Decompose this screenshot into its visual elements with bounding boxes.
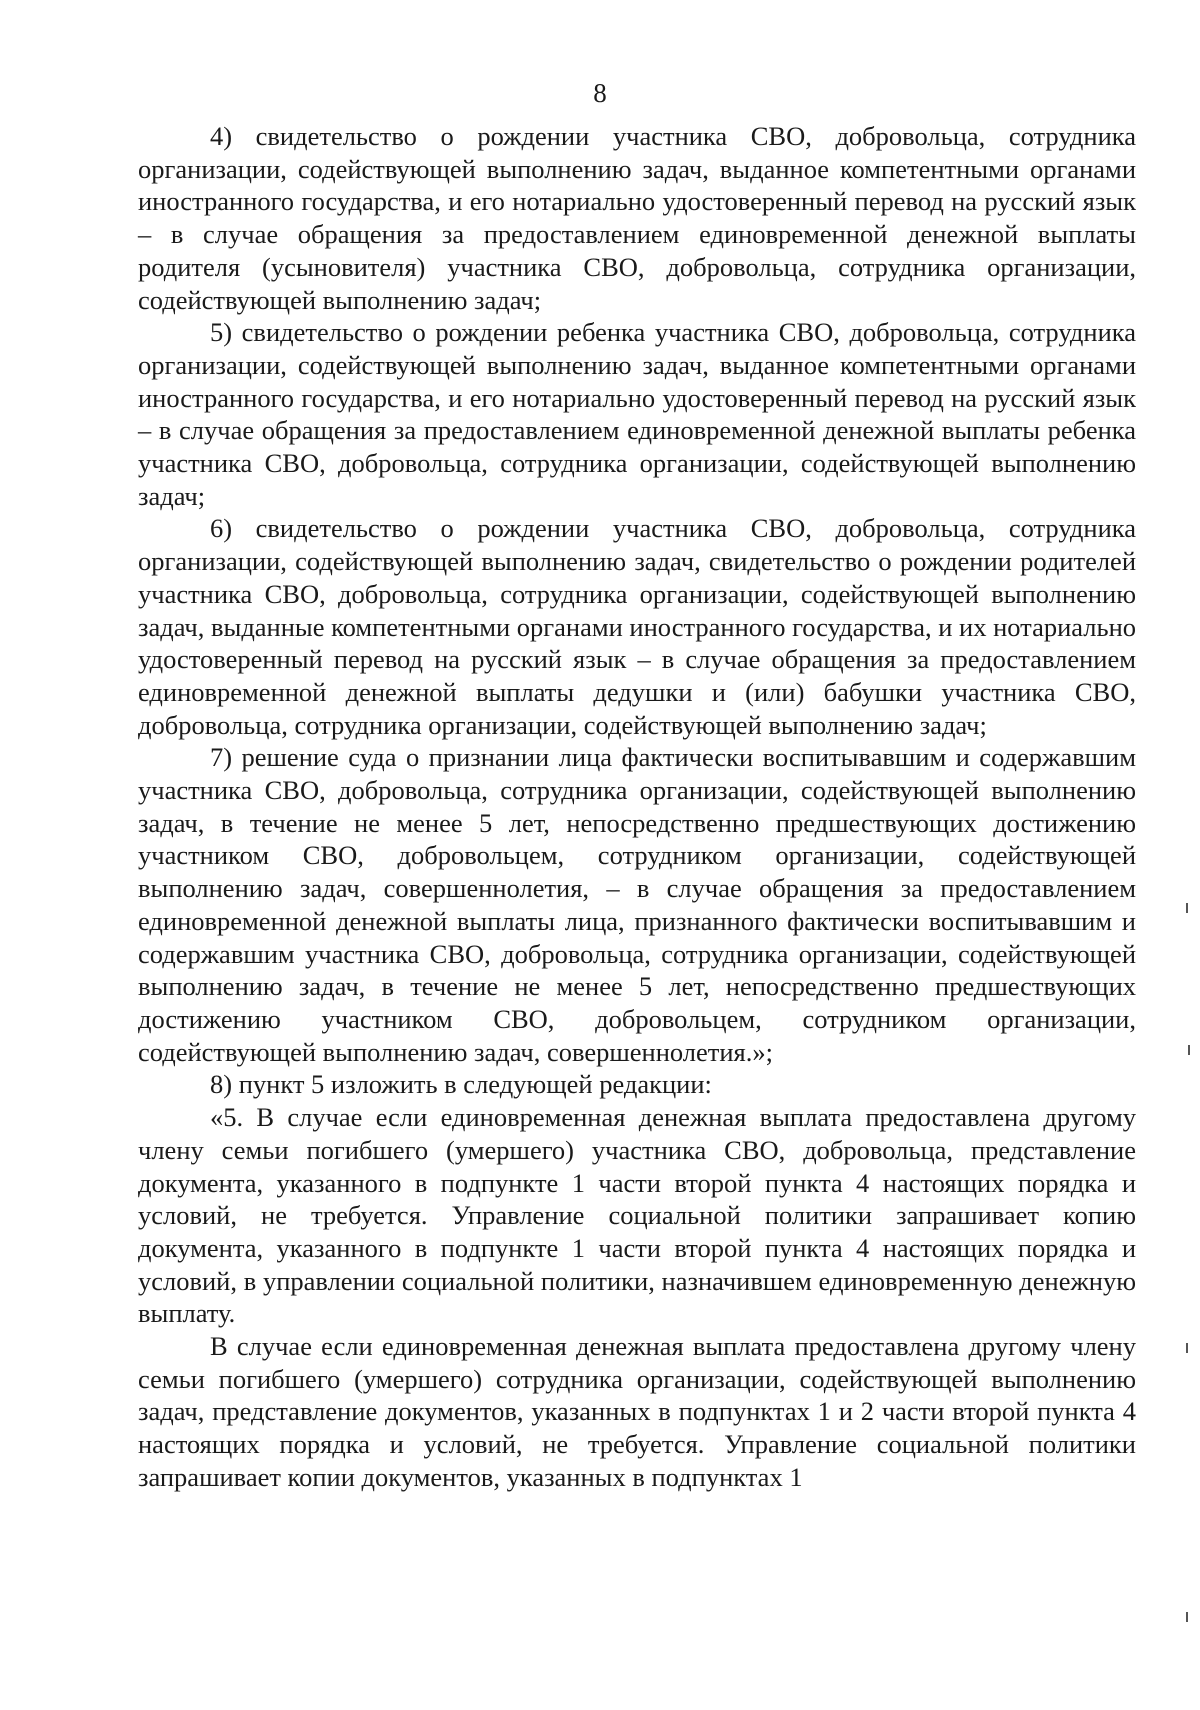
page-number: 8 xyxy=(593,78,607,108)
paragraph-point-5: «5. В случае если единовременная денежная выплата предоставлена другому члену семьи погибшего (умершего) участника СВО, добровольца, представление документа, указанного в подпункте 1 части второй пункта 4 настоящих порядка и условий, не требуется. Управление социальной политики запрашивает копию документа, указанного в подпункте 1 части второй пункта 4 настоящих порядка и условий, в управлении социальной политики, назначившем единовременную денежную выплату. xyxy=(138,1102,1136,1329)
scan-mark xyxy=(1186,1343,1188,1353)
paragraph-item-6: 6) свидетельство о рождении участника СВО, добровольца, сотрудника организации, содействующей выполнению задач, свидетельство о рождении родителей участника СВО, добровольца, сотрудника организации, содействующей выполнению задач, выданные компетентными органами иностранного государства, и их нотариально удостоверенный перевод на русский язык – в случае обращения за предоставлением единовременной денежной выплаты дедушки и (или) бабушки участника СВО, добровольца, сотрудника организации, содействующей выполнению задач; xyxy=(138,513,1136,740)
scan-mark xyxy=(1186,1612,1188,1622)
scan-mark xyxy=(1186,903,1188,913)
paragraph-item-5: 5) свидетельство о рождении ребенка участника СВО, добровольца, сотрудника организации, содействующей выполнению задач, выданное компетентными органами иностранного государства, и его нотариально удостоверенный перевод на русский язык – в случае обращения за предоставлением единовременной денежной выплаты ребенка участника СВО, добровольца, сотрудника организации, содействующей выполнению задач; xyxy=(138,317,1136,511)
scan-mark xyxy=(1188,1045,1190,1055)
paragraph-point-5-part-2: В случае если единовременная денежная выплата предоставлена другому члену семьи погибшего (умершего) сотрудника организации, содействующей выполнению задач, представление документов, указанных в подпунктах 1 и 2 части второй пункта 4 настоящих порядка и условий, не требуется. Управление социальной политики запрашивает копии документов, указанных в подпунктах 1 xyxy=(138,1331,1136,1492)
paragraph-item-4: 4) свидетельство о рождении участника СВО, добровольца, сотрудника организации, содействующей выполнению задач, выданное компетентными органами иностранного государства, и его нотариально удостоверенный перевод на русский язык – в случае обращения за предоставлением единовременной денежной выплаты родителя (усыновителя) участника СВО, добровольца, сотрудника организации, содействующей выполнению задач; xyxy=(138,121,1136,315)
paragraph-item-7: 7) решение суда о признании лица фактически воспитывавшим и содержавшим участника СВО, добровольца, сотрудника организации, содействующей выполнению задач, в течение не менее 5 лет, непосредственно предшествующих достижению участником СВО, добровольцем, сотрудником организации, содействующей выполнению задач, совершеннолетия, – в случае обращения за предоставлением единовременной денежной выплаты лица, признанного фактически воспитывавшим и содержавшим участника СВО, добровольца, сотрудника организации, содействующей выполнению задач, в течение не менее 5 лет, непосредственно предшествующих достижению участником СВО, добровольцем, сотрудником организации, содействующей выполнению задач, совершеннолетия.»; xyxy=(138,742,1136,1067)
paragraph-item-8: 8) пункт 5 изложить в следующей редакции: xyxy=(210,1069,712,1100)
document-body xyxy=(138,120,1136,1494)
